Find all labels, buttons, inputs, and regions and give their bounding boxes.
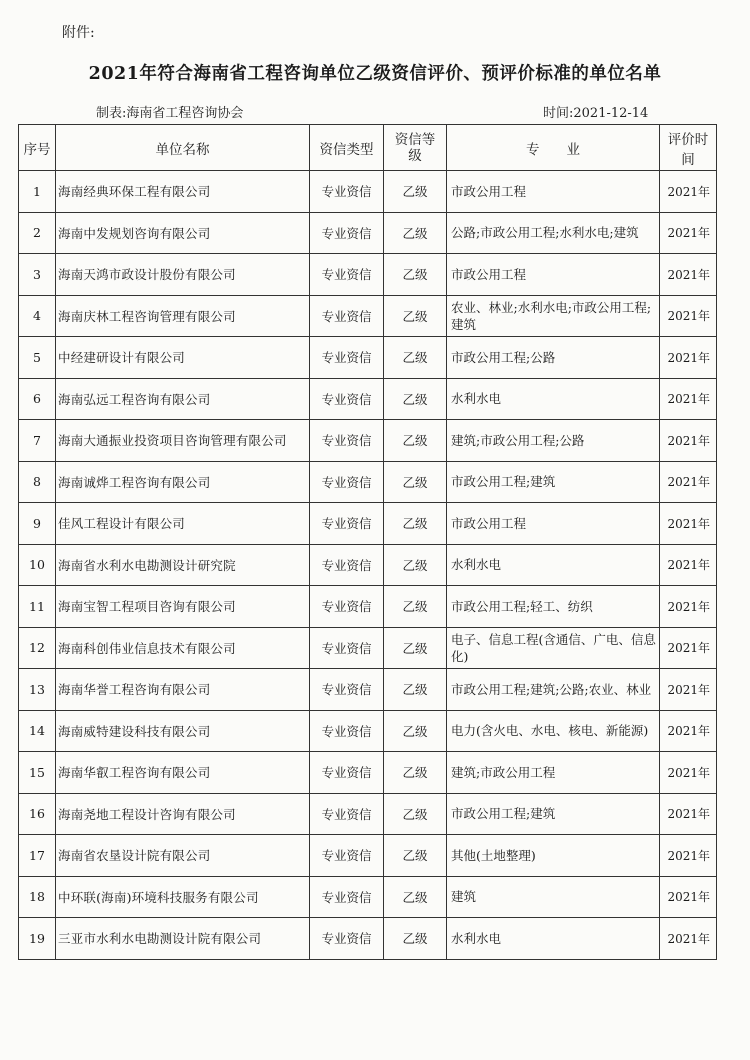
cell-no: 15 [19, 752, 56, 794]
cell-spec: 市政公用工程;公路 [447, 337, 660, 379]
cell-name: 三亚市水利水电勘测设计院有限公司 [56, 918, 310, 960]
cell-spec: 电子、信息工程(含通信、广电、信息化) [447, 627, 660, 669]
cell-no: 12 [19, 627, 56, 669]
cell-name: 海南省水利水电勘测设计研究院 [56, 544, 310, 586]
header-name: 单位名称 [56, 125, 310, 171]
company-list-table [18, 124, 717, 960]
cell-grade: 乙级 [384, 876, 447, 918]
table-header-row [19, 125, 717, 171]
cell-type: 专业资信 [310, 212, 384, 254]
cell-grade: 乙级 [384, 918, 447, 960]
cell-name: 海南诚烨工程咨询有限公司 [56, 461, 310, 503]
cell-type: 专业资信 [310, 627, 384, 669]
cell-spec: 市政公用工程;建筑 [447, 793, 660, 835]
cell-grade: 乙级 [384, 337, 447, 379]
cell-no: 1 [19, 171, 56, 213]
cell-year: 2021年 [660, 752, 717, 794]
cell-no: 10 [19, 544, 56, 586]
header-grade [384, 125, 447, 171]
cell-name: 中环联(海南)环境科技服务有限公司 [56, 876, 310, 918]
cell-year: 2021年 [660, 337, 717, 379]
cell-grade: 乙级 [384, 544, 447, 586]
cell-name: 海南华叡工程咨询有限公司 [56, 752, 310, 794]
cell-spec: 建筑 [447, 876, 660, 918]
table-row [19, 503, 717, 545]
table-row [19, 212, 717, 254]
cell-type: 专业资信 [310, 586, 384, 628]
table-row [19, 669, 717, 711]
cell-spec: 市政公用工程;轻工、纺织 [447, 586, 660, 628]
header-type: 资信类型 [310, 125, 384, 171]
cell-spec: 建筑;市政公用工程 [447, 752, 660, 794]
table-maker: 制表:海南省工程咨询协会 [96, 106, 244, 121]
cell-year: 2021年 [660, 586, 717, 628]
cell-name: 海南尧地工程设计咨询有限公司 [56, 793, 310, 835]
page-title: 2021年符合海南省工程咨询单位乙级资信评价、预评价标准的单位名单 [88, 64, 662, 84]
table-row [19, 752, 717, 794]
cell-grade: 乙级 [384, 586, 447, 628]
cell-type: 专业资信 [310, 295, 384, 337]
table-row [19, 835, 717, 877]
cell-name: 海南省农垦设计院有限公司 [56, 835, 310, 877]
cell-name: 海南威特建设科技有限公司 [56, 710, 310, 752]
cell-spec: 市政公用工程 [447, 171, 660, 213]
table-row [19, 420, 717, 462]
cell-no: 3 [19, 254, 56, 296]
header-no: 序号 [19, 125, 56, 171]
cell-spec: 水利水电 [447, 378, 660, 420]
cell-spec: 水利水电 [447, 544, 660, 586]
cell-spec: 市政公用工程 [447, 503, 660, 545]
cell-name: 海南华誉工程咨询有限公司 [56, 669, 310, 711]
cell-grade: 乙级 [384, 669, 447, 711]
cell-year: 2021年 [660, 710, 717, 752]
cell-year: 2021年 [660, 918, 717, 960]
cell-spec: 电力(含火电、水电、核电、新能源) [447, 710, 660, 752]
cell-year: 2021年 [660, 503, 717, 545]
cell-year: 2021年 [660, 544, 717, 586]
cell-type: 专业资信 [310, 669, 384, 711]
table-row [19, 586, 717, 628]
cell-no: 2 [19, 212, 56, 254]
cell-spec: 市政公用工程 [447, 254, 660, 296]
cell-name: 佳风工程设计有限公司 [56, 503, 310, 545]
cell-grade: 乙级 [384, 752, 447, 794]
cell-spec: 水利水电 [447, 918, 660, 960]
cell-spec: 市政公用工程;建筑;公路;农业、林业 [447, 669, 660, 711]
cell-year: 2021年 [660, 295, 717, 337]
cell-grade: 乙级 [384, 378, 447, 420]
cell-grade: 乙级 [384, 254, 447, 296]
table-row [19, 461, 717, 503]
cell-type: 专业资信 [310, 171, 384, 213]
cell-grade: 乙级 [384, 171, 447, 213]
cell-name: 海南宝智工程项目咨询有限公司 [56, 586, 310, 628]
table-row [19, 254, 717, 296]
cell-year: 2021年 [660, 835, 717, 877]
table-row [19, 627, 717, 669]
cell-type: 专业资信 [310, 793, 384, 835]
cell-grade: 乙级 [384, 627, 447, 669]
cell-type: 专业资信 [310, 503, 384, 545]
table-row [19, 544, 717, 586]
cell-year: 2021年 [660, 212, 717, 254]
cell-grade: 乙级 [384, 420, 447, 462]
table-row [19, 171, 717, 213]
cell-type: 专业资信 [310, 710, 384, 752]
cell-name: 海南天鸿市政设计股份有限公司 [56, 254, 310, 296]
cell-no: 9 [19, 503, 56, 545]
cell-no: 13 [19, 669, 56, 711]
cell-year: 2021年 [660, 461, 717, 503]
cell-type: 专业资信 [310, 544, 384, 586]
cell-type: 专业资信 [310, 835, 384, 877]
table-row [19, 918, 717, 960]
cell-type: 专业资信 [310, 378, 384, 420]
cell-year: 2021年 [660, 669, 717, 711]
header-spec: 专 业 [447, 125, 660, 171]
table-row [19, 337, 717, 379]
cell-year: 2021年 [660, 378, 717, 420]
table-row [19, 876, 717, 918]
table-row [19, 378, 717, 420]
table-date: 时间:2021-12-14 [543, 106, 649, 121]
cell-type: 专业资信 [310, 254, 384, 296]
cell-no: 11 [19, 586, 56, 628]
cell-spec: 农业、林业;水利水电;市政公用工程;建筑 [447, 295, 660, 337]
cell-spec: 建筑;市政公用工程;公路 [447, 420, 660, 462]
cell-type: 专业资信 [310, 876, 384, 918]
table-row [19, 793, 717, 835]
table-row [19, 710, 717, 752]
table-row [19, 295, 717, 337]
cell-name: 海南弘远工程咨询有限公司 [56, 378, 310, 420]
cell-type: 专业资信 [310, 337, 384, 379]
cell-grade: 乙级 [384, 793, 447, 835]
cell-grade: 乙级 [384, 503, 447, 545]
cell-spec: 公路;市政公用工程;水利水电;建筑 [447, 212, 660, 254]
cell-year: 2021年 [660, 254, 717, 296]
cell-no: 8 [19, 461, 56, 503]
cell-no: 5 [19, 337, 56, 379]
cell-no: 6 [19, 378, 56, 420]
cell-type: 专业资信 [310, 918, 384, 960]
header-year: 评价时间 [660, 125, 717, 171]
cell-no: 18 [19, 876, 56, 918]
cell-grade: 乙级 [384, 295, 447, 337]
cell-name: 海南科创伟业信息技术有限公司 [56, 627, 310, 669]
cell-spec: 其他(土地整理) [447, 835, 660, 877]
cell-no: 4 [19, 295, 56, 337]
cell-no: 17 [19, 835, 56, 877]
cell-name: 海南庆林工程咨询管理有限公司 [56, 295, 310, 337]
cell-year: 2021年 [660, 627, 717, 669]
cell-grade: 乙级 [384, 710, 447, 752]
cell-year: 2021年 [660, 420, 717, 462]
cell-year: 2021年 [660, 171, 717, 213]
cell-no: 7 [19, 420, 56, 462]
header-grade-line2: 级 [408, 147, 422, 164]
cell-name: 海南大通振业投资项目咨询管理有限公司 [56, 420, 310, 462]
cell-no: 19 [19, 918, 56, 960]
cell-name: 海南经典环保工程有限公司 [56, 171, 310, 213]
header-grade-line1: 资信等 [394, 131, 436, 148]
cell-spec: 市政公用工程;建筑 [447, 461, 660, 503]
cell-name: 海南中发规划咨询有限公司 [56, 212, 310, 254]
cell-no: 16 [19, 793, 56, 835]
attachment-label: 附件: [62, 25, 95, 41]
cell-type: 专业资信 [310, 420, 384, 462]
cell-year: 2021年 [660, 876, 717, 918]
cell-year: 2021年 [660, 793, 717, 835]
cell-no: 14 [19, 710, 56, 752]
cell-grade: 乙级 [384, 461, 447, 503]
cell-type: 专业资信 [310, 461, 384, 503]
cell-name: 中经建研设计有限公司 [56, 337, 310, 379]
cell-grade: 乙级 [384, 212, 447, 254]
cell-type: 专业资信 [310, 752, 384, 794]
cell-grade: 乙级 [384, 835, 447, 877]
